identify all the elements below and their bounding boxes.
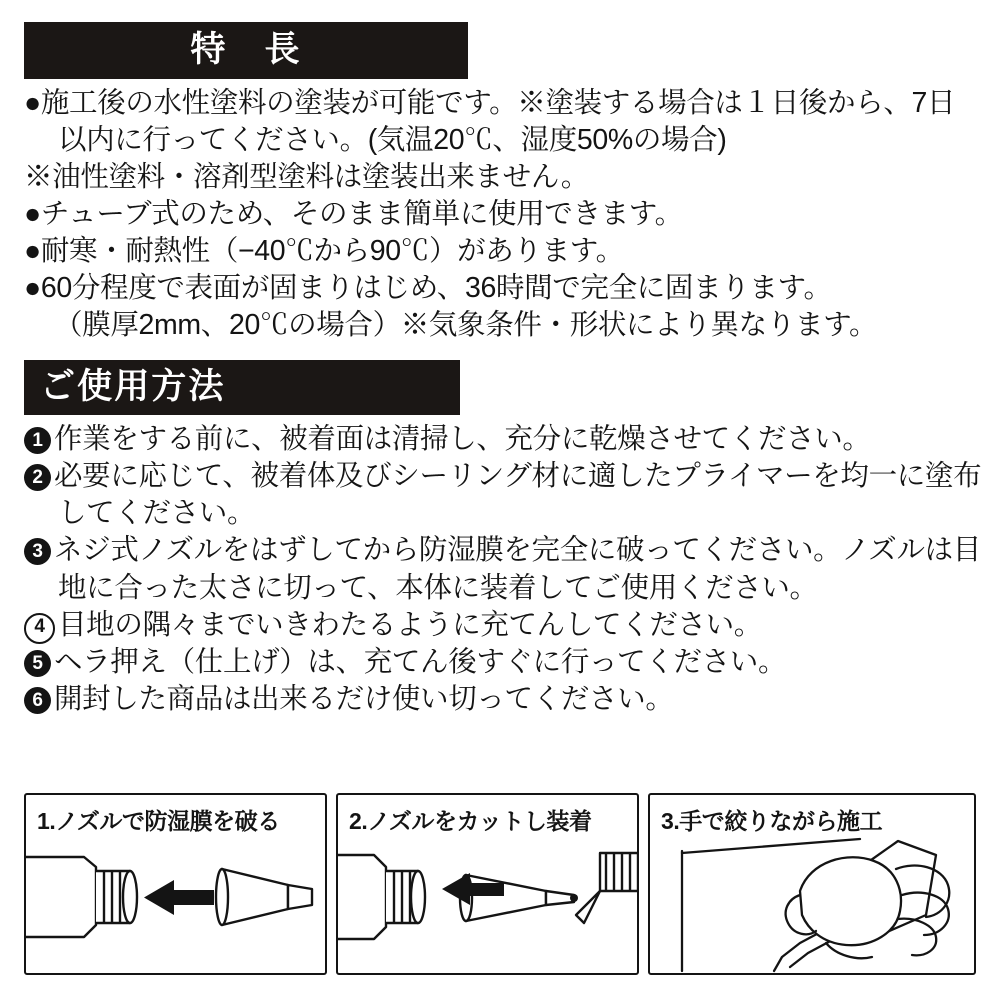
usage-step xyxy=(24,607,976,644)
features-line-text: 耐寒・耐熱性（−40℃から90℃）があります。 xyxy=(40,235,624,268)
features-line-text: （膜厚2mm、20℃の場合）※気象条件・形状により異なります。 xyxy=(54,309,878,342)
features-line xyxy=(24,196,976,233)
nozzle-cut-illustration xyxy=(338,795,639,975)
panel-2-title: 2.ノズルをカットし装着 xyxy=(349,808,592,834)
features-line-text: 以内に行ってください。(気温20℃、湿度50%の場合) xyxy=(58,124,727,157)
features-body xyxy=(24,85,976,344)
step-number-6: 6 xyxy=(24,687,51,714)
usage-step xyxy=(24,644,976,681)
step-number-2: 2 xyxy=(24,464,51,491)
usage-step-text: ネジ式ノズルをはずしてから防湿膜を完全に破ってください。ノズルは目 xyxy=(54,534,981,567)
hand-squeeze-illustration xyxy=(650,795,976,975)
features-line xyxy=(24,270,976,307)
features-line-text: 施工後の水性塗料の塗装が可能です。※塗装する場合は１日後から、7日 xyxy=(40,87,956,119)
usage-step-text: 必要に応じて、被着体及びシーリング材に適したプライマーを均一に塗布 xyxy=(54,460,982,493)
panel-3-title: 3.手で絞りながら施工 xyxy=(661,808,883,834)
usage-step xyxy=(24,421,976,458)
panel-2 xyxy=(336,793,639,975)
usage-step-text: 作業をする前に、被着面は清掃し、充分に乾燥させてください。 xyxy=(54,423,871,456)
features-heading: 特 長 xyxy=(24,22,468,79)
usage-step-text: 地に合った太さに切って、本体に装着してご使用ください。 xyxy=(58,571,818,604)
arrow-left-icon xyxy=(144,880,214,915)
usage-step-continuation xyxy=(24,570,976,607)
usage-body xyxy=(24,421,982,717)
bullet-icon: ● xyxy=(24,235,41,268)
bullet-icon: ● xyxy=(24,272,41,305)
usage-step-text: 目地の隅々までいきわたるように充てんしてください。 xyxy=(58,608,762,641)
illustration-panels xyxy=(24,793,976,975)
features-line xyxy=(24,122,976,159)
bullet-icon: ● xyxy=(24,198,41,231)
step-number-1: 1 xyxy=(24,427,51,454)
cut-point-dot xyxy=(570,894,578,902)
features-line-text: チューブ式のため、そのまま簡単に使用できます。 xyxy=(40,198,683,231)
usage-step xyxy=(24,458,982,495)
usage-step-text: ヘラ押え（仕上げ）は、充てん後すぐに行ってください。 xyxy=(54,645,787,678)
features-line-text: ※油性塗料・溶剤型塗料は塗装出来ません。 xyxy=(24,161,589,194)
step-number-3: 3 xyxy=(24,538,51,565)
usage-step-text: 開封した商品は出来るだけ使い切ってください。 xyxy=(54,682,674,715)
panel-1-title: 1.ノズルで防湿膜を破る xyxy=(37,808,280,834)
usage-step-text: してください。 xyxy=(58,497,256,530)
usage-step xyxy=(24,532,981,569)
usage-step xyxy=(24,681,976,718)
usage-heading: ご使用方法 xyxy=(24,360,460,415)
bullet-icon: ● xyxy=(24,87,41,119)
nozzle-pierce-illustration xyxy=(26,795,327,975)
features-line-text: 60分程度で表面が固まりはじめ、36時間で完全に固まります。 xyxy=(40,272,832,305)
usage-step-continuation xyxy=(24,495,976,532)
panel-3 xyxy=(648,793,976,975)
step-number-5: 5 xyxy=(24,650,51,677)
features-line xyxy=(24,85,976,122)
features-line xyxy=(24,307,976,344)
features-line xyxy=(24,159,976,196)
panel-1 xyxy=(24,793,327,975)
features-line xyxy=(24,233,976,270)
step-number-4: 4 xyxy=(24,613,55,644)
